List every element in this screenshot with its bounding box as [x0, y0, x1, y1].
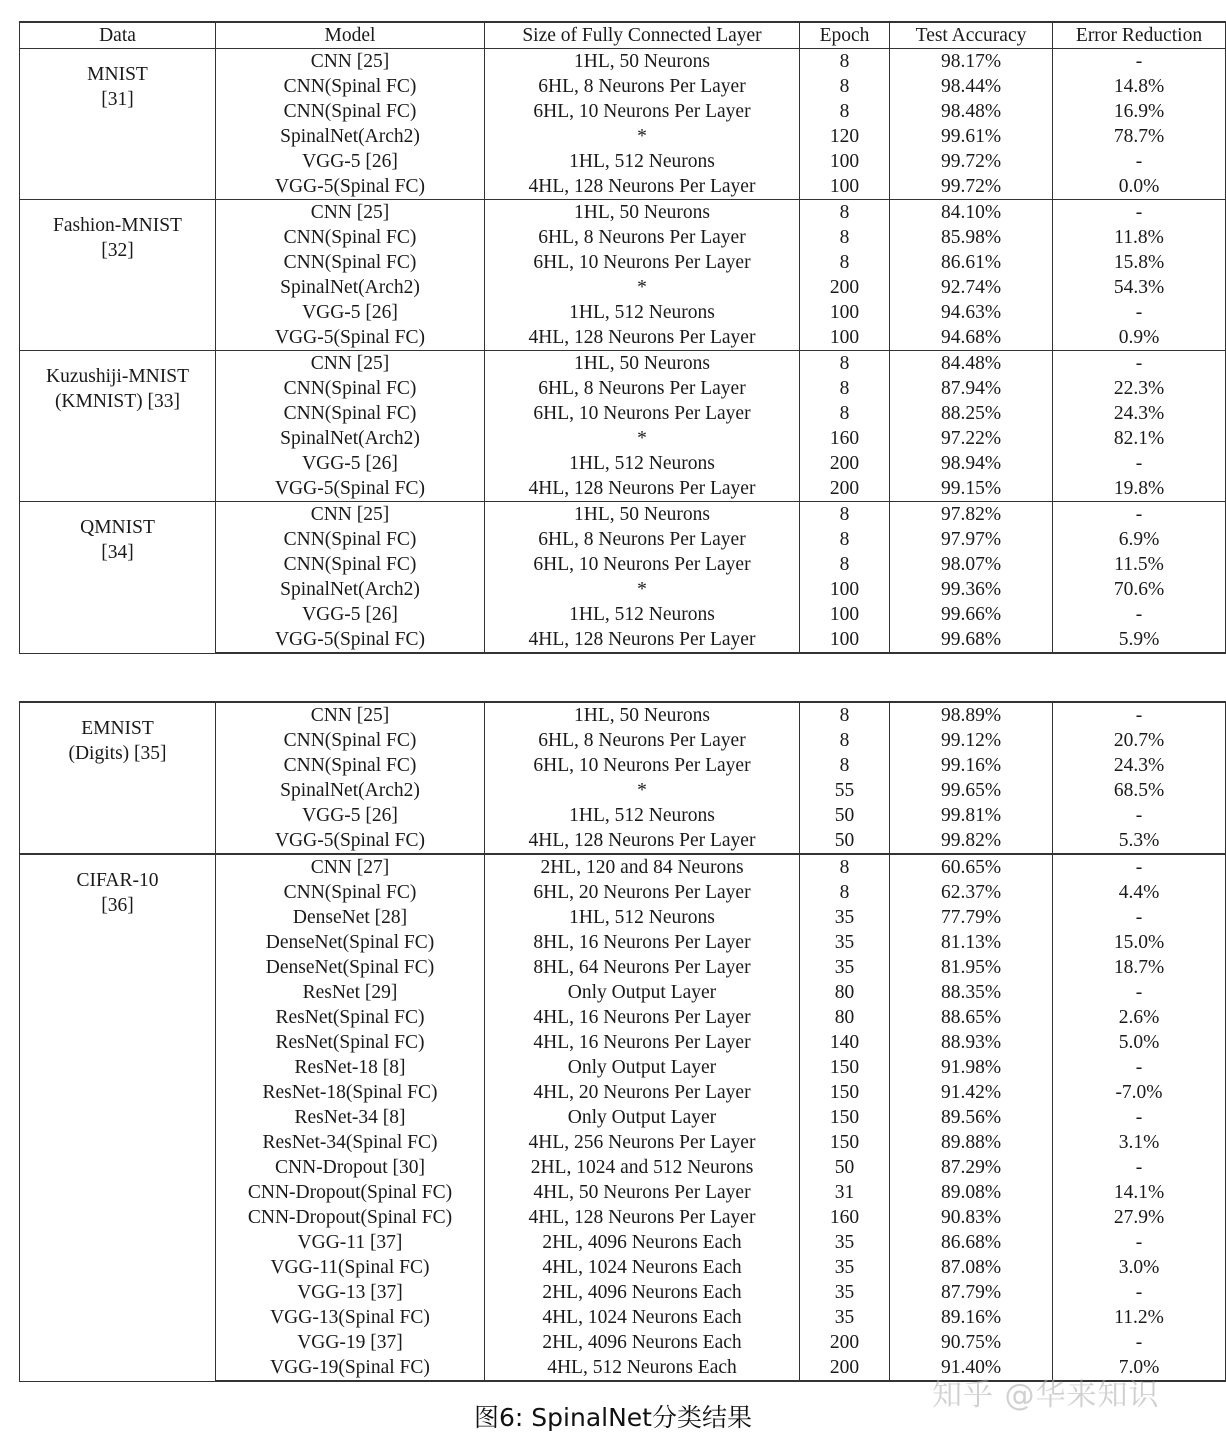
model-cell: VGG-11 [37]: [216, 1230, 485, 1255]
test-accuracy-cell: 84.48%: [890, 351, 1053, 377]
dataset-name-line: [34]: [101, 542, 134, 563]
model-cell: CNN [25]: [216, 702, 485, 728]
model-cell: CNN [25]: [216, 200, 485, 226]
test-accuracy-cell: 81.95%: [890, 955, 1053, 980]
epoch-cell: 35: [800, 1255, 890, 1280]
error-reduction-cell: 2.6%: [1053, 1005, 1226, 1030]
error-reduction-cell: -: [1053, 702, 1226, 728]
model-cell: CNN-Dropout(Spinal FC): [216, 1180, 485, 1205]
model-cell: CNN(Spinal FC): [216, 753, 485, 778]
error-reduction-cell: -: [1053, 49, 1226, 75]
epoch-cell: 35: [800, 1280, 890, 1305]
epoch-cell: 150: [800, 1130, 890, 1155]
epoch-cell: 35: [800, 1230, 890, 1255]
model-cell: CNN(Spinal FC): [216, 728, 485, 753]
watermark: 知乎 @华来知识: [932, 1378, 1160, 1413]
fc-size-cell: 4HL, 128 Neurons Per Layer: [485, 1205, 800, 1230]
error-reduction-cell: -: [1053, 1330, 1226, 1355]
error-reduction-cell: -: [1053, 351, 1226, 377]
test-accuracy-cell: 99.16%: [890, 753, 1053, 778]
fc-size-cell: 1HL, 512 Neurons: [485, 300, 800, 325]
test-accuracy-cell: 99.15%: [890, 476, 1053, 502]
fc-size-cell: 1HL, 50 Neurons: [485, 702, 800, 728]
epoch-cell: 50: [800, 1155, 890, 1180]
fc-size-cell: Only Output Layer: [485, 1055, 800, 1080]
error-reduction-cell: 6.9%: [1053, 527, 1226, 552]
model-cell: VGG-5(Spinal FC): [216, 627, 485, 653]
error-reduction-cell: 19.8%: [1053, 476, 1226, 502]
test-accuracy-cell: 90.83%: [890, 1205, 1053, 1230]
test-accuracy-cell: 87.94%: [890, 376, 1053, 401]
fc-size-cell: 6HL, 8 Neurons Per Layer: [485, 74, 800, 99]
error-reduction-cell: 68.5%: [1053, 778, 1226, 803]
model-cell: DenseNet(Spinal FC): [216, 930, 485, 955]
test-accuracy-cell: 99.68%: [890, 627, 1053, 653]
results-table-1: [19, 21, 1226, 654]
header-test-accuracy: Test Accuracy: [890, 22, 1053, 49]
test-accuracy-cell: 99.81%: [890, 803, 1053, 828]
error-reduction-cell: 11.2%: [1053, 1305, 1226, 1330]
header-error-reduction: Error Reduction: [1053, 22, 1226, 49]
model-cell: SpinalNet(Arch2): [216, 426, 485, 451]
table-row: [20, 702, 1226, 728]
dataset-name-cell: [20, 854, 216, 1381]
test-accuracy-cell: 99.12%: [890, 728, 1053, 753]
model-cell: VGG-13 [37]: [216, 1280, 485, 1305]
error-reduction-cell: -: [1053, 602, 1226, 627]
fc-size-cell: 1HL, 50 Neurons: [485, 502, 800, 528]
fc-size-cell: 1HL, 512 Neurons: [485, 602, 800, 627]
dataset-name-line: QMNIST: [80, 517, 155, 538]
model-cell: ResNet-34(Spinal FC): [216, 1130, 485, 1155]
test-accuracy-cell: 99.36%: [890, 577, 1053, 602]
error-reduction-cell: -: [1053, 1055, 1226, 1080]
test-accuracy-cell: 84.10%: [890, 200, 1053, 226]
test-accuracy-cell: 87.79%: [890, 1280, 1053, 1305]
error-reduction-cell: 22.3%: [1053, 376, 1226, 401]
fc-size-cell: Only Output Layer: [485, 1105, 800, 1130]
epoch-cell: 35: [800, 1305, 890, 1330]
test-accuracy-cell: 91.42%: [890, 1080, 1053, 1105]
test-accuracy-cell: 85.98%: [890, 225, 1053, 250]
fc-size-cell: 4HL, 1024 Neurons Each: [485, 1255, 800, 1280]
test-accuracy-cell: 88.65%: [890, 1005, 1053, 1030]
dataset-group: [20, 351, 1226, 502]
dataset-name-line: (Digits) [35]: [68, 743, 167, 764]
dataset-name-line: Kuzushiji-MNIST: [46, 366, 189, 387]
error-reduction-cell: -: [1053, 502, 1226, 528]
fc-size-cell: 1HL, 512 Neurons: [485, 451, 800, 476]
dataset-group: [20, 702, 1226, 854]
error-reduction-cell: -: [1053, 803, 1226, 828]
epoch-cell: 8: [800, 552, 890, 577]
model-cell: CNN-Dropout(Spinal FC): [216, 1205, 485, 1230]
dataset-name-line: [32]: [101, 240, 134, 261]
epoch-cell: 160: [800, 1205, 890, 1230]
fc-size-cell: 4HL, 16 Neurons Per Layer: [485, 1030, 800, 1055]
test-accuracy-cell: 60.65%: [890, 854, 1053, 880]
fc-size-cell: 2HL, 4096 Neurons Each: [485, 1230, 800, 1255]
epoch-cell: 200: [800, 275, 890, 300]
epoch-cell: 100: [800, 602, 890, 627]
model-cell: DenseNet [28]: [216, 905, 485, 930]
fc-size-cell: *: [485, 124, 800, 149]
error-reduction-cell: 54.3%: [1053, 275, 1226, 300]
epoch-cell: 100: [800, 577, 890, 602]
epoch-cell: 35: [800, 955, 890, 980]
model-cell: CNN(Spinal FC): [216, 225, 485, 250]
epoch-cell: 120: [800, 124, 890, 149]
fc-size-cell: 2HL, 4096 Neurons Each: [485, 1330, 800, 1355]
dataset-group: [20, 502, 1226, 654]
model-cell: SpinalNet(Arch2): [216, 778, 485, 803]
test-accuracy-cell: 97.97%: [890, 527, 1053, 552]
dataset-name-line: [31]: [101, 89, 134, 110]
fc-size-cell: 6HL, 8 Neurons Per Layer: [485, 728, 800, 753]
error-reduction-cell: 11.5%: [1053, 552, 1226, 577]
fc-size-cell: 1HL, 50 Neurons: [485, 351, 800, 377]
fc-size-cell: 6HL, 10 Neurons Per Layer: [485, 552, 800, 577]
test-accuracy-cell: 88.35%: [890, 980, 1053, 1005]
table-row: [20, 49, 1226, 75]
model-cell: VGG-13(Spinal FC): [216, 1305, 485, 1330]
test-accuracy-cell: 89.08%: [890, 1180, 1053, 1205]
test-accuracy-cell: 99.61%: [890, 124, 1053, 149]
header-data: Data: [20, 22, 216, 49]
model-cell: ResNet(Spinal FC): [216, 1005, 485, 1030]
epoch-cell: 100: [800, 627, 890, 653]
dataset-name-line: EMNIST: [81, 718, 154, 739]
error-reduction-cell: -: [1053, 149, 1226, 174]
error-reduction-cell: 5.0%: [1053, 1030, 1226, 1055]
error-reduction-cell: 0.0%: [1053, 174, 1226, 200]
model-cell: CNN(Spinal FC): [216, 99, 485, 124]
test-accuracy-cell: 94.63%: [890, 300, 1053, 325]
error-reduction-cell: 7.0%: [1053, 1355, 1226, 1381]
error-reduction-cell: 82.1%: [1053, 426, 1226, 451]
epoch-cell: 100: [800, 300, 890, 325]
test-accuracy-cell: 81.13%: [890, 930, 1053, 955]
model-cell: CNN [25]: [216, 351, 485, 377]
model-cell: SpinalNet(Arch2): [216, 275, 485, 300]
model-cell: DenseNet(Spinal FC): [216, 955, 485, 980]
model-cell: CNN [25]: [216, 502, 485, 528]
test-accuracy-cell: 99.66%: [890, 602, 1053, 627]
model-cell: VGG-5 [26]: [216, 602, 485, 627]
epoch-cell: 8: [800, 225, 890, 250]
model-cell: VGG-5(Spinal FC): [216, 828, 485, 854]
error-reduction-cell: -: [1053, 1105, 1226, 1130]
epoch-cell: 8: [800, 880, 890, 905]
epoch-cell: 160: [800, 426, 890, 451]
fc-size-cell: 4HL, 128 Neurons Per Layer: [485, 174, 800, 200]
epoch-cell: 35: [800, 905, 890, 930]
epoch-cell: 8: [800, 854, 890, 880]
epoch-cell: 8: [800, 702, 890, 728]
error-reduction-cell: 78.7%: [1053, 124, 1226, 149]
error-reduction-cell: 24.3%: [1053, 753, 1226, 778]
test-accuracy-cell: 98.17%: [890, 49, 1053, 75]
test-accuracy-cell: 87.08%: [890, 1255, 1053, 1280]
dataset-name-line: CIFAR-10: [76, 870, 159, 891]
epoch-cell: 80: [800, 1005, 890, 1030]
fc-size-cell: 4HL, 128 Neurons Per Layer: [485, 627, 800, 653]
epoch-cell: 8: [800, 527, 890, 552]
error-reduction-cell: 3.0%: [1053, 1255, 1226, 1280]
epoch-cell: 8: [800, 401, 890, 426]
epoch-cell: 150: [800, 1055, 890, 1080]
model-cell: ResNet [29]: [216, 980, 485, 1005]
header-epoch: Epoch: [800, 22, 890, 49]
dataset-group: [20, 854, 1226, 1381]
model-cell: CNN [27]: [216, 854, 485, 880]
fc-size-cell: *: [485, 275, 800, 300]
model-cell: ResNet-18 [8]: [216, 1055, 485, 1080]
fc-size-cell: *: [485, 778, 800, 803]
fc-size-cell: 2HL, 120 and 84 Neurons: [485, 854, 800, 880]
test-accuracy-cell: 89.56%: [890, 1105, 1053, 1130]
model-cell: CNN(Spinal FC): [216, 880, 485, 905]
error-reduction-cell: 11.8%: [1053, 225, 1226, 250]
test-accuracy-cell: 88.93%: [890, 1030, 1053, 1055]
error-reduction-cell: 14.8%: [1053, 74, 1226, 99]
model-cell: VGG-5 [26]: [216, 300, 485, 325]
model-cell: CNN(Spinal FC): [216, 401, 485, 426]
epoch-cell: 200: [800, 1330, 890, 1355]
model-cell: CNN-Dropout [30]: [216, 1155, 485, 1180]
fc-size-cell: *: [485, 577, 800, 602]
fc-size-cell: 6HL, 8 Neurons Per Layer: [485, 225, 800, 250]
table-row: [20, 351, 1226, 377]
fc-size-cell: 6HL, 10 Neurons Per Layer: [485, 99, 800, 124]
table-row: [20, 502, 1226, 528]
fc-size-cell: 4HL, 1024 Neurons Each: [485, 1305, 800, 1330]
test-accuracy-cell: 87.29%: [890, 1155, 1053, 1180]
test-accuracy-cell: 98.44%: [890, 74, 1053, 99]
fc-size-cell: 1HL, 512 Neurons: [485, 149, 800, 174]
dataset-group: [20, 49, 1226, 200]
test-accuracy-cell: 86.68%: [890, 1230, 1053, 1255]
fc-size-cell: 6HL, 20 Neurons Per Layer: [485, 880, 800, 905]
test-accuracy-cell: 86.61%: [890, 250, 1053, 275]
table-row: [20, 854, 1226, 880]
epoch-cell: 150: [800, 1105, 890, 1130]
fc-size-cell: 6HL, 10 Neurons Per Layer: [485, 753, 800, 778]
results-table-2: [19, 701, 1226, 1382]
epoch-cell: 80: [800, 980, 890, 1005]
fc-size-cell: 1HL, 512 Neurons: [485, 905, 800, 930]
model-cell: SpinalNet(Arch2): [216, 124, 485, 149]
test-accuracy-cell: 99.82%: [890, 828, 1053, 854]
fc-size-cell: 2HL, 4096 Neurons Each: [485, 1280, 800, 1305]
error-reduction-cell: -: [1053, 1280, 1226, 1305]
epoch-cell: 200: [800, 476, 890, 502]
fc-size-cell: 4HL, 20 Neurons Per Layer: [485, 1080, 800, 1105]
epoch-cell: 8: [800, 74, 890, 99]
model-cell: ResNet-18(Spinal FC): [216, 1080, 485, 1105]
error-reduction-cell: 15.8%: [1053, 250, 1226, 275]
dataset-name-cell: [20, 49, 216, 200]
fc-size-cell: 4HL, 128 Neurons Per Layer: [485, 325, 800, 351]
fc-size-cell: 4HL, 256 Neurons Per Layer: [485, 1130, 800, 1155]
model-cell: VGG-5 [26]: [216, 803, 485, 828]
fc-size-cell: 8HL, 64 Neurons Per Layer: [485, 955, 800, 980]
epoch-cell: 8: [800, 200, 890, 226]
dataset-name-line: Fashion-MNIST: [53, 215, 182, 236]
fc-size-cell: 6HL, 8 Neurons Per Layer: [485, 527, 800, 552]
error-reduction-cell: 20.7%: [1053, 728, 1226, 753]
error-reduction-cell: 3.1%: [1053, 1130, 1226, 1155]
epoch-cell: 31: [800, 1180, 890, 1205]
model-cell: CNN(Spinal FC): [216, 527, 485, 552]
header-model: Model: [216, 22, 485, 49]
error-reduction-cell: 0.9%: [1053, 325, 1226, 351]
epoch-cell: 8: [800, 502, 890, 528]
epoch-cell: 8: [800, 250, 890, 275]
test-accuracy-cell: 89.16%: [890, 1305, 1053, 1330]
epoch-cell: 100: [800, 149, 890, 174]
test-accuracy-cell: 99.72%: [890, 149, 1053, 174]
header-row: [20, 22, 1226, 49]
epoch-cell: 8: [800, 753, 890, 778]
error-reduction-cell: 5.9%: [1053, 627, 1226, 653]
epoch-cell: 55: [800, 778, 890, 803]
fc-size-cell: 1HL, 512 Neurons: [485, 803, 800, 828]
model-cell: VGG-11(Spinal FC): [216, 1255, 485, 1280]
header-fc-size: Size of Fully Connected Layer: [485, 22, 800, 49]
test-accuracy-cell: 94.68%: [890, 325, 1053, 351]
dataset-name-cell: [20, 351, 216, 502]
error-reduction-cell: -: [1053, 980, 1226, 1005]
model-cell: ResNet-34 [8]: [216, 1105, 485, 1130]
model-cell: VGG-19 [37]: [216, 1330, 485, 1355]
fc-size-cell: 1HL, 50 Neurons: [485, 49, 800, 75]
model-cell: CNN(Spinal FC): [216, 376, 485, 401]
epoch-cell: 100: [800, 174, 890, 200]
epoch-cell: 200: [800, 451, 890, 476]
epoch-cell: 200: [800, 1355, 890, 1381]
error-reduction-cell: -: [1053, 300, 1226, 325]
test-accuracy-cell: 88.25%: [890, 401, 1053, 426]
model-cell: ResNet(Spinal FC): [216, 1030, 485, 1055]
test-accuracy-cell: 62.37%: [890, 880, 1053, 905]
fc-size-cell: 6HL, 10 Neurons Per Layer: [485, 250, 800, 275]
test-accuracy-cell: 98.48%: [890, 99, 1053, 124]
fc-size-cell: *: [485, 426, 800, 451]
fc-size-cell: 4HL, 128 Neurons Per Layer: [485, 476, 800, 502]
epoch-cell: 8: [800, 351, 890, 377]
error-reduction-cell: -: [1053, 451, 1226, 476]
model-cell: VGG-5 [26]: [216, 451, 485, 476]
test-accuracy-cell: 97.22%: [890, 426, 1053, 451]
fc-size-cell: 2HL, 1024 and 512 Neurons: [485, 1155, 800, 1180]
epoch-cell: 8: [800, 49, 890, 75]
model-cell: CNN(Spinal FC): [216, 250, 485, 275]
epoch-cell: 8: [800, 99, 890, 124]
test-accuracy-cell: 77.79%: [890, 905, 1053, 930]
model-cell: VGG-19(Spinal FC): [216, 1355, 485, 1381]
error-reduction-cell: 14.1%: [1053, 1180, 1226, 1205]
error-reduction-cell: -: [1053, 854, 1226, 880]
model-cell: VGG-5(Spinal FC): [216, 174, 485, 200]
error-reduction-cell: -: [1053, 905, 1226, 930]
dataset-name-line: (KMNIST) [33]: [54, 391, 181, 412]
test-accuracy-cell: 91.98%: [890, 1055, 1053, 1080]
test-accuracy-cell: 97.82%: [890, 502, 1053, 528]
test-accuracy-cell: 99.72%: [890, 174, 1053, 200]
dataset-name-line: [36]: [101, 895, 134, 916]
fc-size-cell: Only Output Layer: [485, 980, 800, 1005]
test-accuracy-cell: 98.94%: [890, 451, 1053, 476]
epoch-cell: 150: [800, 1080, 890, 1105]
epoch-cell: 140: [800, 1030, 890, 1055]
epoch-cell: 50: [800, 803, 890, 828]
fc-size-cell: 4HL, 50 Neurons Per Layer: [485, 1180, 800, 1205]
dataset-name-line: MNIST: [87, 64, 148, 85]
error-reduction-cell: -7.0%: [1053, 1080, 1226, 1105]
test-accuracy-cell: 89.88%: [890, 1130, 1053, 1155]
epoch-cell: 8: [800, 728, 890, 753]
error-reduction-cell: 5.3%: [1053, 828, 1226, 854]
dataset-group: [20, 200, 1226, 351]
fc-size-cell: 8HL, 16 Neurons Per Layer: [485, 930, 800, 955]
fc-size-cell: 4HL, 128 Neurons Per Layer: [485, 828, 800, 854]
figure-caption: 图6: SpinalNet分类结果: [474, 1403, 752, 1432]
test-accuracy-cell: 92.74%: [890, 275, 1053, 300]
error-reduction-cell: -: [1053, 1230, 1226, 1255]
model-cell: CNN(Spinal FC): [216, 552, 485, 577]
error-reduction-cell: 16.9%: [1053, 99, 1226, 124]
test-accuracy-cell: 98.07%: [890, 552, 1053, 577]
test-accuracy-cell: 99.65%: [890, 778, 1053, 803]
epoch-cell: 50: [800, 828, 890, 854]
fc-size-cell: 4HL, 16 Neurons Per Layer: [485, 1005, 800, 1030]
model-cell: VGG-5 [26]: [216, 149, 485, 174]
error-reduction-cell: 4.4%: [1053, 880, 1226, 905]
error-reduction-cell: -: [1053, 200, 1226, 226]
epoch-cell: 35: [800, 930, 890, 955]
model-cell: VGG-5(Spinal FC): [216, 325, 485, 351]
model-cell: VGG-5(Spinal FC): [216, 476, 485, 502]
epoch-cell: 8: [800, 376, 890, 401]
model-cell: SpinalNet(Arch2): [216, 577, 485, 602]
error-reduction-cell: 24.3%: [1053, 401, 1226, 426]
error-reduction-cell: 70.6%: [1053, 577, 1226, 602]
model-cell: CNN [25]: [216, 49, 485, 75]
fc-size-cell: 6HL, 10 Neurons Per Layer: [485, 401, 800, 426]
table-row: [20, 200, 1226, 226]
fc-size-cell: 4HL, 512 Neurons Each: [485, 1355, 800, 1381]
dataset-name-cell: [20, 702, 216, 854]
error-reduction-cell: 27.9%: [1053, 1205, 1226, 1230]
dataset-name-cell: [20, 200, 216, 351]
test-accuracy-cell: 90.75%: [890, 1330, 1053, 1355]
epoch-cell: 100: [800, 325, 890, 351]
fc-size-cell: 6HL, 8 Neurons Per Layer: [485, 376, 800, 401]
model-cell: CNN(Spinal FC): [216, 74, 485, 99]
test-accuracy-cell: 91.40%: [890, 1355, 1053, 1381]
error-reduction-cell: 15.0%: [1053, 930, 1226, 955]
error-reduction-cell: -: [1053, 1155, 1226, 1180]
dataset-name-cell: [20, 502, 216, 654]
error-reduction-cell: 18.7%: [1053, 955, 1226, 980]
test-accuracy-cell: 98.89%: [890, 702, 1053, 728]
fc-size-cell: 1HL, 50 Neurons: [485, 200, 800, 226]
